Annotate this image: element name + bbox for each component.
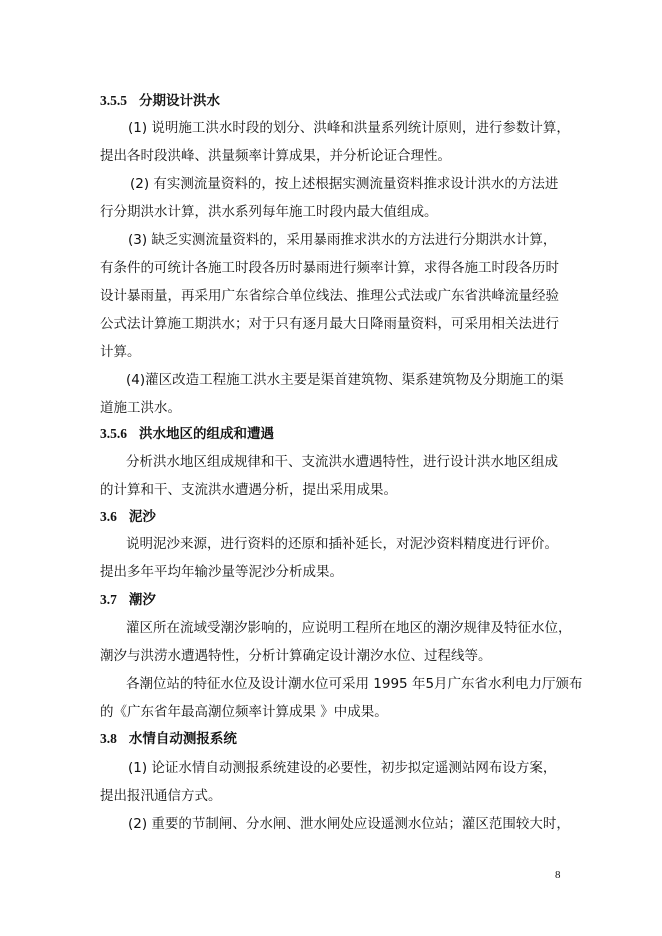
section-heading-3-8 (100, 730, 237, 748)
paragraph-line: 的计算和干、支流洪水遭遇分析，提出采用成果。 (100, 482, 397, 498)
paragraph-line: (3) 缺乏实测流量资料的，采用暴雨推求洪水的方法进行分期洪水计算， (128, 232, 557, 248)
section-heading-3-7 (100, 591, 156, 609)
paragraph-line: (1) 说明施工洪水时段的划分、洪峰和洪量系列统计原则，进行参数计算， (128, 120, 570, 136)
paragraph-line: 分析洪水地区组成规律和干、支流洪水遭遇特性，进行设计洪水地区组成 (126, 454, 558, 470)
paragraph-line: 提出多年平均年输沙量等泥沙分析成果。 (100, 564, 343, 580)
section-title: 分期设计洪水 (139, 93, 220, 109)
section-heading-3-5-6 (100, 425, 274, 443)
paragraph-line: 道施工洪水。 (100, 400, 181, 416)
paragraph-line: 提出各时段洪峰、洪量频率计算成果，并分析论证合理性。 (100, 148, 451, 164)
section-title: 洪水地区的组成和遭遇 (139, 426, 274, 442)
paragraph-line: (2) 有实测流量资料的，按上述根据实测流量资料推求设计洪水的方法进 (130, 176, 559, 192)
paragraph-line: (1) 论证水情自动测报系统建设的必要性，初步拟定遥测站网布设方案， (128, 760, 557, 776)
paragraph-line: 潮汐与洪涝水遭遇特性，分析计算确定设计潮汐水位、过程线等。 (100, 648, 492, 664)
section-number: 3.8 (100, 731, 117, 746)
section-title: 泥沙 (128, 509, 156, 525)
paragraph-line: 有条件的可统计各施工时段各历时暴雨进行频率计算，求得各施工时段各历时 (100, 260, 559, 276)
section-number: 3.5.5 (100, 93, 127, 108)
section-number: 3.7 (100, 592, 117, 607)
paragraph-line: 行分期洪水计算，洪水系列每年施工时段内最大值组成。 (100, 204, 438, 220)
paragraph-line: 的《广东省年最高潮位频率计算成果 》中成果。 (100, 704, 388, 720)
section-heading-3-6 (100, 508, 156, 526)
paragraph-line: (4)灌区改造工程施工洪水主要是渠首建筑物、渠系建筑物及分期施工的渠 (126, 372, 564, 388)
section-title: 水情自动测报系统 (128, 731, 237, 747)
section-heading-3-5-5 (100, 92, 220, 110)
section-number: 3.6 (100, 509, 117, 524)
paragraph-line: 计算。 (100, 344, 141, 360)
paragraph-line: 提出报汛通信方式。 (100, 788, 222, 804)
paragraph-line: 说明泥沙来源，进行资料的还原和插补延长，对泥沙资料精度进行评价。 (126, 536, 558, 552)
section-number: 3.5.6 (100, 426, 127, 441)
paragraph-line: 公式法计算施工期洪水；对于只有逐月最大日降雨量资料，可采用相关法进行 (100, 316, 559, 332)
paragraph-line: (2) 重要的节制闸、分水闸、泄水闸处应设遥测水位站；灌区范围较大时， (128, 816, 570, 832)
section-title: 潮汐 (128, 592, 156, 608)
paragraph-line: 设计暴雨量，再采用广东省综合单位线法、推理公式法或广东省洪峰流量经验 (100, 288, 559, 304)
paragraph-line: 各潮位站的特征水位及设计潮水位可采用 1995 年5月广东省水利电力厅颁布 (126, 676, 583, 692)
paragraph-line: 灌区所在流域受潮汐影响的，应说明工程所在地区的潮汐规律及特征水位， (126, 620, 572, 636)
page-number: 8 (555, 869, 561, 881)
